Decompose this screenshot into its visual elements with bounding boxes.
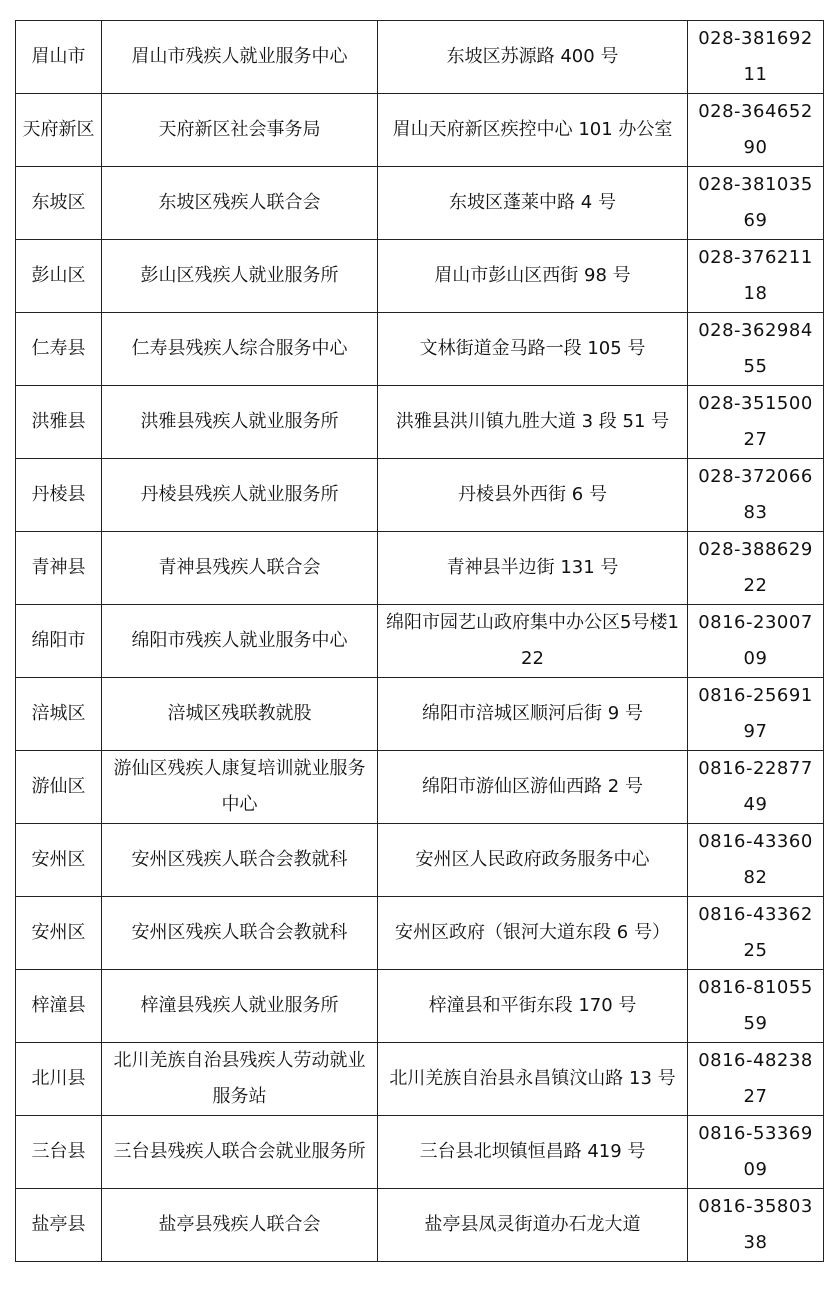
region-cell: 仁寿县 <box>16 313 102 386</box>
table-row <box>16 605 824 678</box>
organization-cell: 安州区残疾人联合会教就科 <box>102 824 378 897</box>
region-cell: 东坡区 <box>16 167 102 240</box>
address-cell: 东坡区蓬莱中路 4 号 <box>378 167 688 240</box>
phone-part-2: 90 <box>743 137 768 158</box>
region-cell: 绵阳市 <box>16 605 102 678</box>
phone-part-1: 028-381035 <box>698 174 813 195</box>
phone-part-1: 0816-35803 <box>698 1196 813 1217</box>
organization-cell: 梓潼县残疾人就业服务所 <box>102 970 378 1043</box>
address-cell: 盐亭县凤灵街道办石龙大道 <box>378 1189 688 1262</box>
address-cell: 洪雅县洪川镇九胜大道 3 段 51 号 <box>378 386 688 459</box>
table-row <box>16 1116 824 1189</box>
organization-cell: 绵阳市残疾人就业服务中心 <box>102 605 378 678</box>
phone-part-1: 0816-25691 <box>698 685 813 706</box>
phone-part-1: 0816-22877 <box>698 758 813 779</box>
phone-cell <box>688 240 824 313</box>
phone-cell <box>688 21 824 94</box>
phone-part-1: 028-388629 <box>698 539 813 560</box>
phone-cell <box>688 1116 824 1189</box>
phone-cell <box>688 824 824 897</box>
phone-part-2: 69 <box>743 210 768 231</box>
region-cell: 游仙区 <box>16 751 102 824</box>
phone-part-2: 38 <box>743 1232 768 1253</box>
phone-part-2: 97 <box>743 721 768 742</box>
organization-cell: 仁寿县残疾人综合服务中心 <box>102 313 378 386</box>
phone-cell <box>688 897 824 970</box>
phone-part-2: 49 <box>743 794 768 815</box>
organization-cell: 安州区残疾人联合会教就科 <box>102 897 378 970</box>
phone-cell <box>688 459 824 532</box>
organization-cell: 洪雅县残疾人就业服务所 <box>102 386 378 459</box>
phone-part-1: 0816-23007 <box>698 612 813 633</box>
organization-cell: 三台县残疾人联合会就业服务所 <box>102 1116 378 1189</box>
organization-cell: 眉山市残疾人就业服务中心 <box>102 21 378 94</box>
phone-part-2: 27 <box>743 429 768 450</box>
address-cell: 青神县半边街 131 号 <box>378 532 688 605</box>
organization-cell: 彭山区残疾人就业服务所 <box>102 240 378 313</box>
phone-part-1: 028-362984 <box>698 320 813 341</box>
phone-part-1: 028-376211 <box>698 247 813 268</box>
address-cell: 东坡区苏源路 400 号 <box>378 21 688 94</box>
region-cell: 北川县 <box>16 1043 102 1116</box>
address-cell: 眉山天府新区疾控中心 101 办公室 <box>378 94 688 167</box>
region-cell: 洪雅县 <box>16 386 102 459</box>
region-cell: 梓潼县 <box>16 970 102 1043</box>
table-row <box>16 532 824 605</box>
region-cell: 眉山市 <box>16 21 102 94</box>
phone-part-2: 22 <box>743 575 768 596</box>
phone-part-2: 09 <box>743 1159 768 1180</box>
phone-part-1: 0816-43362 <box>698 904 813 925</box>
phone-cell <box>688 386 824 459</box>
region-cell: 三台县 <box>16 1116 102 1189</box>
organization-cell: 涪城区残联教就股 <box>102 678 378 751</box>
region-cell: 盐亭县 <box>16 1189 102 1262</box>
phone-cell <box>688 678 824 751</box>
organization-cell: 东坡区残疾人联合会 <box>102 167 378 240</box>
phone-part-2: 59 <box>743 1013 768 1034</box>
region-cell: 安州区 <box>16 824 102 897</box>
table-row <box>16 240 824 313</box>
phone-part-1: 028-372066 <box>698 466 813 487</box>
address-cell: 文林街道金马路一段 105 号 <box>378 313 688 386</box>
phone-part-2: 82 <box>743 867 768 888</box>
table-row <box>16 970 824 1043</box>
region-cell: 涪城区 <box>16 678 102 751</box>
phone-part-2: 55 <box>743 356 768 377</box>
table-row <box>16 897 824 970</box>
phone-cell <box>688 94 824 167</box>
table-row <box>16 459 824 532</box>
region-cell: 彭山区 <box>16 240 102 313</box>
organization-cell: 盐亭县残疾人联合会 <box>102 1189 378 1262</box>
table-row <box>16 678 824 751</box>
organization-cell: 天府新区社会事务局 <box>102 94 378 167</box>
table-row <box>16 94 824 167</box>
phone-cell <box>688 970 824 1043</box>
phone-part-1: 028-381692 <box>698 28 813 49</box>
region-cell: 天府新区 <box>16 94 102 167</box>
phone-cell <box>688 532 824 605</box>
address-cell: 三台县北坝镇恒昌路 419 号 <box>378 1116 688 1189</box>
address-cell: 绵阳市游仙区游仙西路 2 号 <box>378 751 688 824</box>
table-row <box>16 824 824 897</box>
address-cell: 北川羌族自治县永昌镇汶山路 13 号 <box>378 1043 688 1116</box>
table-row <box>16 1189 824 1262</box>
service-contacts-table <box>15 20 824 1262</box>
phone-cell <box>688 167 824 240</box>
phone-part-2: 83 <box>743 502 768 523</box>
phone-part-2: 25 <box>743 940 768 961</box>
phone-part-1: 0816-53369 <box>698 1123 813 1144</box>
phone-cell <box>688 1043 824 1116</box>
region-cell: 丹棱县 <box>16 459 102 532</box>
phone-part-2: 09 <box>743 648 768 669</box>
phone-cell <box>688 605 824 678</box>
table-row <box>16 313 824 386</box>
phone-part-1: 028-351500 <box>698 393 813 414</box>
phone-part-1: 0816-81055 <box>698 977 813 998</box>
organization-cell: 游仙区残疾人康复培训就业服务中心 <box>102 751 378 824</box>
region-cell: 安州区 <box>16 897 102 970</box>
address-cell: 梓潼县和平街东段 170 号 <box>378 970 688 1043</box>
phone-cell <box>688 1189 824 1262</box>
address-cell: 安州区政府（银河大道东段 6 号） <box>378 897 688 970</box>
table-row <box>16 1043 824 1116</box>
phone-part-1: 0816-48238 <box>698 1050 813 1071</box>
table-row <box>16 21 824 94</box>
organization-cell: 北川羌族自治县残疾人劳动就业服务站 <box>102 1043 378 1116</box>
region-cell: 青神县 <box>16 532 102 605</box>
organization-cell: 青神县残疾人联合会 <box>102 532 378 605</box>
organization-cell: 丹棱县残疾人就业服务所 <box>102 459 378 532</box>
table-row <box>16 386 824 459</box>
address-cell: 绵阳市涪城区顺河后街 9 号 <box>378 678 688 751</box>
address-cell: 绵阳市园艺山政府集中办公区5号楼122 <box>378 605 688 678</box>
phone-part-1: 028-364652 <box>698 101 813 122</box>
phone-part-2: 18 <box>743 283 768 304</box>
phone-part-2: 27 <box>743 1086 768 1107</box>
phone-part-2: 11 <box>743 64 768 85</box>
address-cell: 丹棱县外西街 6 号 <box>378 459 688 532</box>
table-body <box>16 21 824 1262</box>
table-row <box>16 167 824 240</box>
address-cell: 安州区人民政府政务服务中心 <box>378 824 688 897</box>
phone-cell <box>688 313 824 386</box>
phone-part-1: 0816-43360 <box>698 831 813 852</box>
phone-cell <box>688 751 824 824</box>
table-row <box>16 751 824 824</box>
address-cell: 眉山市彭山区西街 98 号 <box>378 240 688 313</box>
